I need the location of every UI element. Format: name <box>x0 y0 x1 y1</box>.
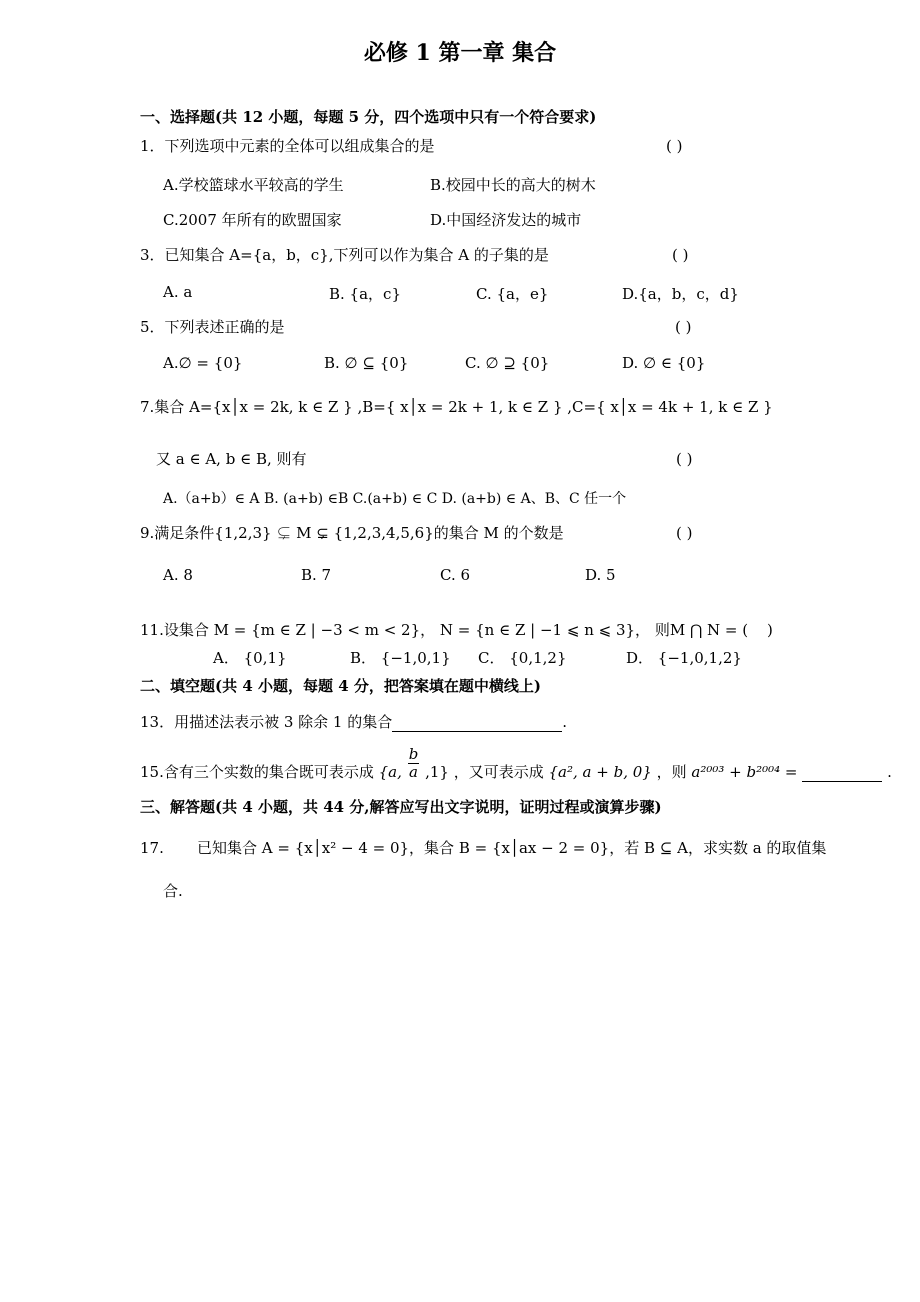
question-15-set1-close: ,1} <box>425 763 449 781</box>
question-3-stem: 3．已知集合 A={a，b，c},下列可以作为集合 A 的子集的是 <box>140 246 549 264</box>
question-11-close-paren: ) <box>767 621 773 639</box>
question-17-line2: 合. <box>163 882 183 900</box>
question-15-then: ，则 <box>656 763 687 781</box>
question-15-fraction-den: a <box>409 762 418 781</box>
question-9-option-c: C. 6 <box>440 566 471 584</box>
question-11-option-d: D． {−1,0,1,2} <box>626 649 742 667</box>
question-9-stem: 9.满足条件{1,2,3} ⊊ M ⊊ {1,2,3,4,5,6}的集合 M 的个数是 <box>140 524 564 542</box>
question-3-answer-paren: ( ) <box>672 246 689 264</box>
question-5-option-b: B. ∅ ⊆ {0} <box>324 354 409 372</box>
question-7-answer-paren: ( ) <box>676 450 693 468</box>
page-title: 必修 1 第一章 集合 <box>363 40 557 66</box>
section-heading-choice: 一、选择题(共 12 小题，每题 5 分，四个选项中只有一个符合要求) <box>140 108 597 126</box>
question-5-stem: 5．下列表述正确的是 <box>140 318 285 336</box>
question-9-option-b: B. 7 <box>301 566 332 584</box>
question-13-end: . <box>562 713 568 731</box>
question-15-mid: ，又可表示成 <box>453 763 544 781</box>
question-5-option-c: C. ∅ ⊇ {0} <box>465 354 550 372</box>
question-11-option-c: C． {0,1,2} <box>478 649 567 667</box>
question-15 <box>140 744 892 784</box>
question-9-option-a: A. 8 <box>163 566 193 584</box>
question-3-option-b: B. {a，c} <box>329 285 401 303</box>
question-1-option-d: D.中国经济发达的城市 <box>430 211 582 229</box>
section-heading-answer: 三、解答题(共 4 小题，共 44 分,解答应写出文字说明，证明过程或演算步骤) <box>140 798 662 816</box>
question-1-option-c: C.2007 年所有的欧盟国家 <box>163 211 342 229</box>
question-9-option-d: D. 5 <box>585 566 616 584</box>
question-13-answer-blank[interactable] <box>392 713 562 732</box>
question-3-option-c: C. {a，e} <box>476 285 549 303</box>
question-13 <box>140 713 567 732</box>
question-11-stem: 11.设集合 M = {m ∈ Z | −3 < m < 2}， N = {n ∈ Z | −1 ⩽ n ⩽ 3}， 则M ⋂ N = ( <box>140 621 749 639</box>
question-3-option-a: A. a <box>163 283 193 301</box>
question-15-set2: {a², a + b, 0} <box>548 763 652 781</box>
question-11-option-a: A． {0,1} <box>213 649 287 667</box>
question-9-answer-paren: ( ) <box>676 524 693 542</box>
section-heading-fill: 二、填空题(共 4 小题，每题 4 分，把答案填在题中横线上) <box>140 677 541 695</box>
question-1-answer-paren: ( ) <box>666 137 683 155</box>
question-15-answer-blank[interactable] <box>802 763 882 782</box>
question-5-answer-paren: ( ) <box>675 318 692 336</box>
question-13-stem: 13．用描述法表示被 3 除余 1 的集合 <box>140 713 393 731</box>
question-15-pre: 15.含有三个实数的集合既可表示成 <box>140 763 374 781</box>
question-5-option-d: D. ∅ ∈ {0} <box>622 354 706 372</box>
question-7-options: A.（a+b）∈ A B. (a+b) ∈B C.(a+b) ∈ C D. (a+b) ∈ A、B、C 任一个 <box>163 491 627 507</box>
question-15-fraction-num: b <box>408 745 419 763</box>
question-7-stem: 7.集合 A={x│x = 2k, k ∈ Z } ,B={ x│x = 2k + 1, k ∈ Z } ,C={ x│x = 4k + 1, k ∈ Z } <box>140 398 773 416</box>
question-1-stem: 1．下列选项中元素的全体可以组成集合的是 <box>140 137 435 155</box>
question-15-fraction <box>408 746 420 780</box>
question-15-set1-open: {a, <box>378 763 402 781</box>
question-17-stem: 已知集合 A = {x│x² − 4 = 0}，集合 B = {x│ax − 2 = 0}，若 B ⊆ A，求实数 a 的取值集 <box>197 839 827 857</box>
question-5-option-a: A.∅ = {0} <box>163 354 243 372</box>
question-1-option-b: B.校园中长的高大的树木 <box>430 176 596 194</box>
question-11-option-b: B． {−1,0,1} <box>350 649 451 667</box>
question-7-line2: 又 a ∈ A, b ∈ B, 则有 <box>156 450 307 468</box>
question-15-expr: a²⁰⁰³ + b²⁰⁰⁴ = <box>691 763 798 781</box>
question-1-option-a: A.学校篮球水平较高的学生 <box>163 176 344 194</box>
question-15-end: . <box>887 763 892 781</box>
question-17-number: 17. <box>140 839 164 857</box>
question-3-option-d: D.{a，b，c，d} <box>622 285 739 303</box>
